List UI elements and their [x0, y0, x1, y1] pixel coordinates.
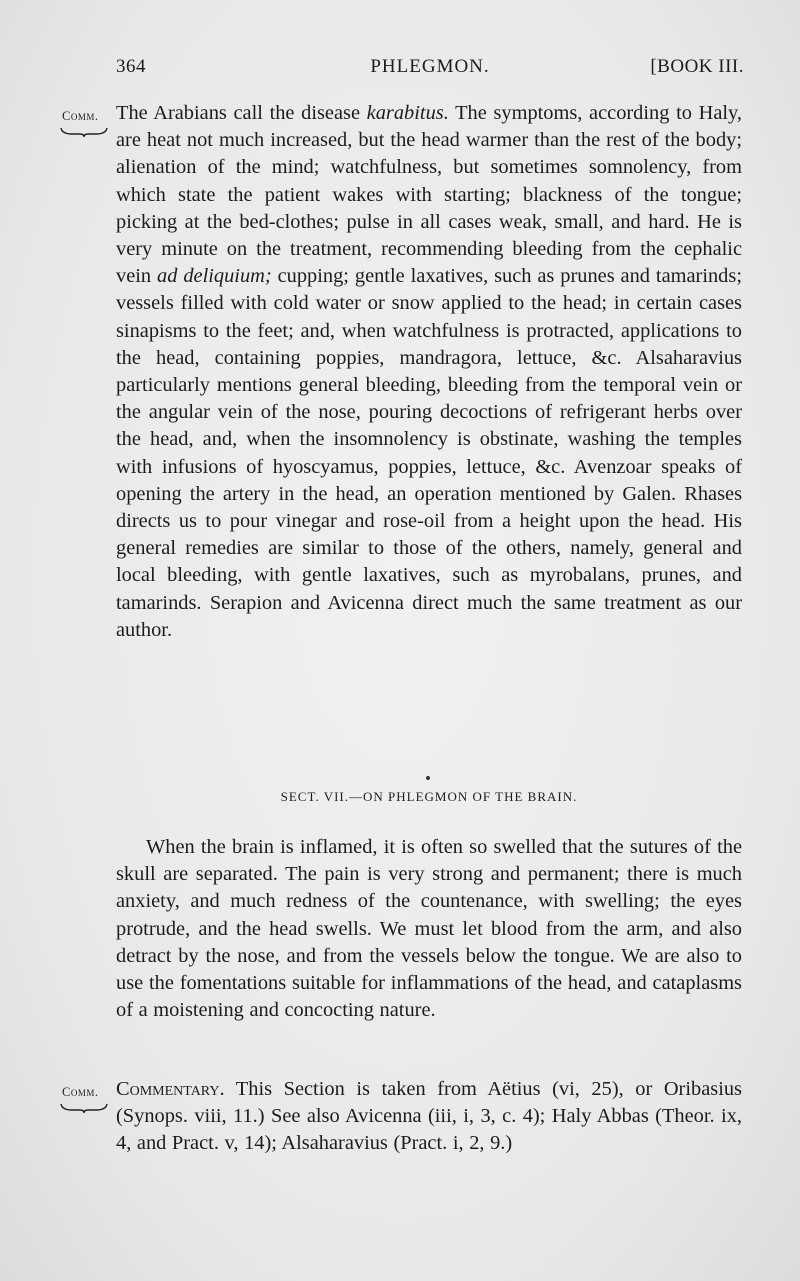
- ink-dot: [426, 776, 430, 780]
- margin-brace-icon: [60, 126, 108, 138]
- margin-brace-icon: [60, 1102, 108, 1114]
- page-number: 364: [116, 56, 146, 77]
- running-title: PHLEGMON.: [370, 56, 490, 77]
- margin-note-comm: Comm.: [62, 1085, 99, 1099]
- paragraph-text: This Section is taken from Aëtius (vi, 25), or Oribasius (Synops. viii, 11.) See also Avicenna (iii, i, 3, c. 4); Haly Abbas (Theor. ix, 4, and Pract. v, 14); Alsaharavius (Pract. i, 2, 9.): [116, 1078, 742, 1155]
- paragraph-commentary: [116, 1076, 742, 1158]
- italic-term-ad-deliquium: ad deliquium;: [157, 265, 272, 288]
- commentary-lead: Commentary.: [116, 1078, 225, 1100]
- italic-term-karabitus: karabitus.: [366, 102, 449, 124]
- paragraph-text: The symptoms, according to Haly, are heat not much increased, but the head warmer than the rest of the body; alienation of the mind; watchfulness, but sometimes somnolency, from which state the patient wakes with starting; blackness of the tongue; picking at the bed-clothes; pulse in all cases weak, small, and hard. He is very minute on the treatment, recommending bleeding from the cephalic vein: [116, 102, 742, 288]
- section-heading: SECT. VII.—ON PHLEGMON OF THE BRAIN.: [280, 789, 578, 804]
- paragraph-arabian-commentary: [116, 100, 742, 644]
- running-header: [116, 56, 744, 86]
- book-label: [BOOK III.: [650, 56, 744, 77]
- paragraph-text: cupping; gentle laxatives, such as prunes and tamarinds; vessels filled with cold water or snow applied to the head; in certain cases sinapisms to the feet; and, when watchfulness is protracted, applications to the head, containing poppies, mandragora, lettuce, &c. Alsaharavius particularly mentions general bleeding, bleeding from the temporal vein or the angular vein of the nose, pouring decoctions of refrigerant herbs over the head, and, when the insomnolency is obstinate, washing the temples with infusions of hyoscyamus, poppies, lettuce, &c. Avenzoar speaks of opening the artery in the head, an operation mentioned by Galen. Rhases directs us to pour vinegar and rose-oil from a height upon the head. His general remedies are similar to those of the others, namely, general and local bleeding, with gentle laxatives, such as myrobalans, prunes, and tamarinds. Serapion and Avicenna direct much the same treatment as our author.: [116, 265, 742, 641]
- margin-note-comm: Comm.: [62, 109, 99, 123]
- paragraph-text: The Arabians call the disease: [116, 102, 367, 124]
- paragraph-phlegmon-brain: When the brain is inflamed, it is often so swelled that the sutures of the skull are separated. The pain is very strong and permanent; there is much anxiety, and much redness of the countenance, with swelling; the eyes protrude, and the head swells. We must let blood from the arm, and also detract by the nose, and from the vessels below the tongue. We are also to use the fomentations suitable for inflammations of the head, and cataplasms of a moistening and concocting nature.: [116, 836, 742, 1022]
